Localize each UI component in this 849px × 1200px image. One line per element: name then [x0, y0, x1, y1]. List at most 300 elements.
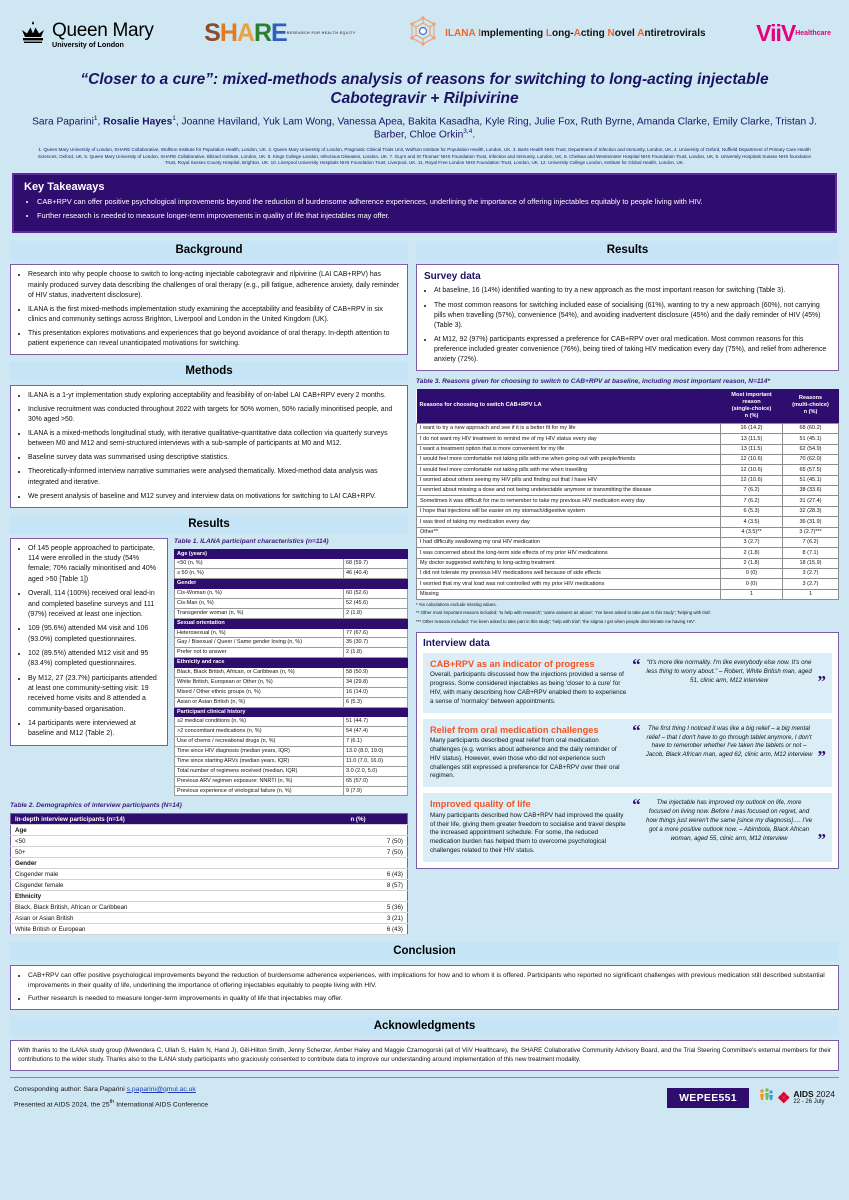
results-left-text [10, 538, 168, 753]
cell-label: Black, Black British, African or Caribbean [11, 902, 310, 913]
quote-text: The first thing I noticed it was like a big relief – a big mental relief – that I don't have to go through tablet anymore, I don't have to remember whether I've taken the tablets or not – Jacob, Black African man, aged 62, clinic arm, M12 interview [645, 724, 813, 759]
cell-multi-choice: 62 (54.9) [783, 444, 839, 454]
aids-dates: 22 - 26 July [793, 1098, 825, 1105]
table-1 [174, 549, 408, 797]
cell-label: <50 [11, 836, 310, 847]
theme-body: Many participants described great relief from oral medication challenges (e.g. worries about adherence and the daily reminder of HIV status). However, even those who did not experience such challenges still expressed a preference for CAB+RPV over their oral regimen. [430, 737, 620, 780]
cell-value: 16 (14.0) [344, 687, 408, 697]
cell-value: 6 (43) [309, 869, 408, 880]
table-row [417, 579, 839, 589]
cell-value: 8 (57) [309, 880, 408, 891]
results-left-panel [10, 538, 168, 746]
cell-single-choice: 12 (10.6) [721, 465, 783, 475]
cell-single-choice: 13 (11.5) [721, 444, 783, 454]
table-row [11, 924, 408, 935]
list-item: • Baseline survey data was summarised using descriptive statistics. [28, 453, 400, 463]
table-row [417, 537, 839, 547]
cell-value: 77 (67.6) [344, 628, 408, 638]
list-item: • This presentation explores motivations and experiences that go beyond avoidance of oral therapy. In-depth attention to patient experience can reveal unanticipated motivations for switching. [28, 329, 400, 349]
corresponding-author [14, 1084, 208, 1097]
key-takeaways-box [12, 173, 837, 233]
table3-caption: Table 3. Reasons given for choosing to switch to CAB+RPV at baseline, including most important reason, N=114* [416, 378, 770, 386]
footer-right [667, 1087, 835, 1108]
key-takeaways-heading: Key Takeaways [24, 181, 105, 193]
list-item: • Research into why people choose to switch to long-acting injectable cabotegravir and rilpivirine (LAI CAB+RPV) has mainly produced survey data describing the challenges of oral therapy (e.g., pill fatigue, adherence anxiety, daily reminder of HIV status, inadvertent disclosure). [28, 270, 400, 300]
cell-value: 58 (50.9) [344, 668, 408, 678]
cell-label: ≥2 medical conditions (n, %) [175, 717, 344, 727]
col2-l1: Most important [731, 391, 772, 398]
table-row [175, 727, 408, 737]
cell-label: <50 (n, %) [175, 559, 344, 569]
cell-value: 68 (59.7) [344, 559, 408, 569]
aids-2024-logo [759, 1087, 835, 1108]
theme-body: Overall, participants discussed how the injections provided a sense of progress. Some considered injectables as being 'closer to a cure' for HIV, with many describing how CAB+RPV enabled them to experience a sense of 'normalcy' between appointments. [430, 671, 627, 705]
author-sup-2: 1 [172, 114, 176, 122]
list-item: • At M12, 92 (97%) participants expressed a preference for CAB+RPV over oral medication. Most common reasons for this preference included greater convenience (76%), being tired of taking HIV medication every day (75%), and relief from adherence anxiety (72%). [434, 335, 831, 365]
table-row [175, 608, 408, 618]
cell-single-choice: 4 (3.5)** [721, 527, 783, 537]
theme-text [430, 725, 627, 782]
cell-single-choice: 12 (10.6) [721, 454, 783, 464]
cell-multi-choice: 65 (57.5) [783, 465, 839, 475]
cell-value: 3 (21) [309, 913, 408, 924]
cell-reason: I want to try a new approach and see if it is a better fit for my life [417, 423, 721, 433]
cell-single-choice: 1 [721, 589, 783, 599]
table-row [175, 668, 408, 678]
list-item: • ILANA is the first mixed-methods implementation study examining the acceptability and feasibility of CAB+RPV in six clinics and community settings across Brighton, Liverpool and London in the United Kingdom (UK). [28, 305, 400, 325]
table-row [175, 628, 408, 638]
viiv-sub: Healthcare [795, 30, 831, 37]
methods-panel [10, 385, 408, 508]
table3-notes [416, 602, 839, 624]
logo-bar [10, 0, 839, 64]
cell-multi-choice: 32 (28.3) [783, 506, 839, 516]
presented-at [14, 1097, 208, 1112]
cell-label: Time since starting ARVs (median years, IQR) [175, 756, 344, 766]
cell-multi-choice: 3 (2.7) [783, 569, 839, 579]
cell-value: 13.0 (8.0, 19.0) [344, 747, 408, 757]
list-item: • CAB+RPV can offer positive psychological improvements beyond the reduction of burdensome adherence experiences, underlining the importance of offering injectables equitably to people living with HIV. [37, 197, 825, 208]
cell-reason: I worried about missing a dose and not being undetectable anymore or transmitting the disease [417, 486, 721, 496]
interview-data-box [416, 632, 839, 869]
methods-list [16, 391, 400, 502]
cell-multi-choice: 68 (60.2) [783, 423, 839, 433]
cell-label: Age (years) [175, 549, 344, 559]
viiv-wordmark: ViiV [756, 19, 796, 46]
table2-wrap [10, 802, 408, 935]
cell-reason: I did not tolerate my previous HIV medications well because of side effects [417, 569, 721, 579]
body-columns [10, 241, 839, 935]
conclusion-heading: Conclusion [10, 942, 839, 961]
cell-label: Cisgender female [11, 880, 310, 891]
people-icon [759, 1087, 774, 1108]
theme-quote [632, 720, 826, 766]
table-row [417, 506, 839, 516]
survey-data-panel [416, 264, 839, 371]
cell-reason: I would feel more comfortable not taking pills with me when travelling [417, 465, 721, 475]
author-rest: , Joanne Haviland, Yuk Lam Wong, Vanessa Apea, Bakita Kasadha, Kyle Ring, Julie Fox, Ruth Byrne, Amanda Clarke, Emily Clarke, Tristan J. Barber, Chloe Orkin [175, 116, 817, 141]
share-wordmark: SHARE [204, 18, 287, 47]
table-group-row [175, 618, 408, 628]
cell-value: 11.0 (7.0, 16.0) [344, 756, 408, 766]
footer [10, 1077, 839, 1112]
list-item: • Of 145 people approached to participate, 114 were enrolled in the study (54% female; 70% racially minoritised and 40% aged >50 [Table 1]) [28, 544, 160, 585]
col3-l3: n (%) [803, 409, 818, 416]
interview-theme [423, 719, 832, 788]
cell-multi-choice: 7 (6.2) [783, 537, 839, 547]
col2-l4: n (%) [744, 412, 759, 419]
cell-label: Time since HIV diagnosis (median years, IQR) [175, 747, 344, 757]
results-right-heading: Results [416, 241, 839, 260]
cell-reason: My doctor suggested switching to long-acting treatment [417, 558, 721, 568]
table-3 [416, 389, 839, 600]
list-item: • ILANA is a mixed-methods longitudinal study, with iterative qualitative-quantitative data collection via quarterly surveys between M0 and M12 and semi-structured interviews with a sub-sample of participants at M0 and M12. [28, 429, 400, 449]
affiliations: 1. Queen Mary University of London, SHARE Collaborative, Wolfson Institute for Population Health, London, UK. 2. Queen Mary University of London, Pragmatic Clinical Trials Unit, Wolfson Institute for Population Health, London, UK. 3. Barts Health NHS Trust, Department of Infection and Immunity, London, UK, 4. University of Oxford, Nuffield Department of Primary Care Health Sciences, Oxford, UK, 5. Queen Mary University of London, SHARE Collaborative, Blizard Institute, London, UK. 6. Kings College London, Infectious Diseases, London, UK. 7. Guy's and St Thomas' NHS Foundation Trust, Infection and Immunity, London, UK, 8. Chelsea and Westminster Hospital NHS Foundation Trust, London, UK, 9. University Hospitals Sussex NHS foundation Trust, Royal Sussex County Hospital, Brighton, UK. 10. Liverpool University Hospitals NHS Foundation Trust, Liverpool, UK. 11. Royal Free London NHS Foundation Trust, London, UK. 12. University College London, Institute for Global Health, London, UK. [37, 147, 812, 166]
cell-single-choice: 7 (6.2) [721, 486, 783, 496]
ilana-logo [406, 14, 705, 53]
cell-label: Ethnicity [11, 891, 310, 902]
quote-close-icon: ” [817, 830, 826, 850]
cell-label: Gender [11, 858, 310, 869]
col2-l2: reason [742, 398, 761, 405]
col2-l3: (single-choice) [731, 405, 772, 412]
theme-text [430, 799, 627, 856]
theme-quote [632, 795, 826, 850]
quote-open-icon: “ [632, 720, 641, 740]
cell-reason: I would feel more comfortable not taking pills with me when going out with people/friends [417, 454, 721, 464]
background-list [16, 270, 400, 349]
table-group-row [175, 579, 408, 589]
table-row [417, 486, 839, 496]
cell-label: Participant clinical history [175, 707, 344, 717]
quote-close-icon: ” [817, 672, 826, 692]
cell-single-choice: 13 (11.5) [721, 434, 783, 444]
cell-label: Sexual orientation [175, 618, 344, 628]
acknowledgments-heading: Acknowledgments [10, 1017, 839, 1036]
footer-left [14, 1084, 208, 1112]
corresponding-email-link[interactable]: s.paparini@qmul.ac.uk [126, 1085, 196, 1093]
cell-label: In-depth interview participants (n=14) [11, 814, 310, 825]
cell-multi-choice: 3 (2.7) [783, 579, 839, 589]
aids-title [793, 1090, 835, 1099]
cell-label: Asian or Asian British [11, 913, 310, 924]
cell-value: 7 (6.1) [344, 737, 408, 747]
viiv-logo [756, 19, 831, 46]
key-takeaways-list [24, 197, 825, 221]
table-row [417, 434, 839, 444]
list-item: • 14 participants were interviewed at baseline and M12 (Table 2). [28, 719, 160, 740]
cell-single-choice: 3 (2.7) [721, 537, 783, 547]
cell-label: Transgender woman (n, %) [175, 608, 344, 618]
cell-single-choice: 16 (14.2) [721, 423, 783, 433]
author-list: Sara Paparini$^1$, Rosalie Hayes$^1$, Joanne Haviland, Yuk Lam Wong, Vanessa Apea, Bakita Kasadha, Kyle Ring, Julie Fox, Ruth Byrne, Amanda Clarke, Emily Clarke, Tristan J. Barber, Chloe Orkin$^{3,4}$. [32, 114, 817, 141]
cell-single-choice: 0 (0) [721, 579, 783, 589]
cell-label: Total number of regimens received (median, IQR) [175, 766, 344, 776]
left-column [10, 241, 408, 935]
cell-reason: I was concerned about the long-term side effects of my prior HIV medications [417, 548, 721, 558]
col3-l1: Reasons [798, 395, 823, 402]
table-row [11, 847, 408, 858]
author-end: . [472, 129, 476, 141]
table3-col1-header: Reasons for choosing to switch CAB+RPV LA [417, 389, 721, 423]
cell-value: 5 (36) [309, 902, 408, 913]
table-row [175, 589, 408, 599]
cell-label: Prefer not to answer [175, 648, 344, 658]
theme-text [430, 659, 627, 707]
table-row [175, 756, 408, 766]
table-row [417, 527, 839, 537]
list-item: • CAB+RPV can offer positive psychological improvements beyond the reduction of burdensome adherence experiences, with implications for how and to whom it is offered. Participants who reported no significant challenges with previous medication still described substantial improvements in their quality of life, underlining the importance of offering injectables equitably to people living with HIV. [28, 971, 831, 990]
right-column [416, 241, 839, 868]
aids-word: AIDS [793, 1089, 814, 1100]
acknowledgments-panel [10, 1040, 839, 1071]
conclusion-section [10, 942, 839, 1010]
poster-title: “Closer to a cure”: mixed-methods analysis of reasons for switching to long-acting injectable Cabotegravir + Rilpivirine [80, 71, 769, 108]
theme-title: Relief from oral medication challenges [430, 724, 599, 735]
cell-reason: I want a treatment option that is more convenient for my life [417, 444, 721, 454]
interview-theme [423, 793, 832, 862]
quote-close-icon: ” [817, 746, 826, 766]
cell-label: Previous ARV regimen exposure: NNRTI (n, %) [175, 776, 344, 786]
table-row [175, 638, 408, 648]
table-row [417, 569, 839, 579]
cell-multi-choice: 31 (27.4) [783, 496, 839, 506]
table-row [11, 836, 408, 847]
cell-value: 9 (7.9) [344, 786, 408, 796]
cell-value: 7 (50) [309, 847, 408, 858]
theme-quote [632, 654, 826, 692]
cell-reason: I worried about others seeing my HIV pills and finding out that I have HIV [417, 475, 721, 485]
cell-label: White British or European [11, 924, 310, 935]
table-row [11, 869, 408, 880]
theme-title: Improved quality of life [430, 799, 531, 810]
list-item: • The most common reasons for switching included ease of socialising (61%), wanting to try a new approach (60%), not carrying pills when travelling (57%), convenience (54%), and avoiding inadvertent disclosure (45%) and the daily reminder of HIV (45%) (Table 3). [434, 301, 831, 331]
cell-value [344, 658, 408, 668]
cell-value: 65 (57.0) [344, 776, 408, 786]
table-row [175, 687, 408, 697]
cell-single-choice: 7 (6.2) [721, 496, 783, 506]
cell-value [344, 549, 408, 559]
cell-reason: I was tired of taking my medication every day [417, 517, 721, 527]
molecule-icon [406, 14, 440, 53]
theme-title: CAB+RPV as an indicator of progress [430, 658, 595, 669]
cell-value: 51 (44.7) [344, 717, 408, 727]
cell-label: 50+ [11, 847, 310, 858]
cell-value: 34 (29.8) [344, 677, 408, 687]
table-row [417, 517, 839, 527]
presented-text-b: International AIDS Conference [114, 1100, 209, 1108]
share-tagline: RESEARCH FOR HEALTH EQUITY [286, 31, 356, 36]
table-row [11, 902, 408, 913]
cell-single-choice: 12 (10.6) [721, 475, 783, 485]
cell-value [309, 858, 408, 869]
cell-multi-choice: 18 (15.9) [783, 558, 839, 568]
table-row [175, 569, 408, 579]
table-row [175, 677, 408, 687]
cell-value: 7 (50) [309, 836, 408, 847]
table-row [175, 648, 408, 658]
acknowledgments-section [10, 1017, 839, 1071]
list-item: • At baseline, 16 (14%) identified wanting to try a new approach as the most important reason for switching (Table 3). [434, 286, 831, 296]
aids-ribbon-icon: ❖ [776, 1089, 791, 1107]
cell-single-choice: 2 (1.8) [721, 548, 783, 558]
cell-single-choice: 4 (3.5) [721, 517, 783, 527]
cell-reason: Sometimes it was difficult for me to remember to take my previous HIV medication every day [417, 496, 721, 506]
cell-value: 46 (40.4) [344, 569, 408, 579]
list-item: • Theoretically-informed interview narrative summaries were analysed thematically. Mixed-method data analysis was integrated and iterative. [28, 467, 400, 487]
interview-theme [423, 653, 832, 713]
corresponding-label: Corresponding author: Sara Paparini [14, 1085, 127, 1093]
table-group-row [11, 891, 408, 902]
author-sup-1: 1 [93, 114, 98, 122]
table-group-row [175, 549, 408, 559]
cell-reason: I hope that injections will be easier on my stomach/digestive system [417, 506, 721, 516]
cell-value [309, 891, 408, 902]
table3-col2-header [721, 389, 783, 423]
quote-open-icon: “ [632, 795, 641, 815]
author-first: Sara Paparini [32, 116, 94, 128]
table3-note: * %s calculations exclude missing values. [416, 602, 497, 608]
author-bold: Rosalie Hayes [103, 116, 173, 128]
cell-label: Age [11, 825, 310, 836]
cell-multi-choice: 8 (7.1) [783, 548, 839, 558]
table3-col3-header [783, 389, 839, 423]
cell-value [309, 825, 408, 836]
cell-multi-choice: 51 (45.1) [783, 475, 839, 485]
table-row [417, 423, 839, 433]
cell-value [344, 707, 408, 717]
aids-wordmark [793, 1090, 835, 1105]
cell-label: Asian or Asian British (n, %) [175, 697, 344, 707]
table-2 [10, 813, 408, 935]
list-item: • Further research is needed to measure longer-term improvements in quality of life that injectables may offer. [28, 994, 831, 1004]
table3-head [417, 389, 839, 423]
cell-label: >2 concomitant medications (n, %) [175, 727, 344, 737]
presented-sup: th [109, 1098, 115, 1105]
list-item: • Further research is needed to measure longer-term improvements in quality of life that injectables may offer. [37, 211, 825, 222]
acknowledgments-text: With thanks to the ILANA study group (Mwendera C, Ullah S, Halim N, Hand J), Gill-Hilton Smith, Jenny Scherzer, Amber Haley and Maggie Czarnogorski (all of ViiV Healthcare), the SHARE Collaborative Community Advisory Board, and the Trial Steering Committee's external members for their contributions to the wider study. Thanks also to the ILANA study participants who graciously consented to contribute data to improve our understanding around implementation of this new treatment modality. [18, 1047, 831, 1064]
survey-data-list [422, 286, 831, 365]
cell-reason: I worried that my viral load was not controlled with my prior HIV medications [417, 579, 721, 589]
crown-icon [18, 18, 48, 48]
conclusion-list [16, 971, 831, 1004]
table-row [175, 737, 408, 747]
list-item: • Inclusive recruitment was conducted throughout 2022 with targets for 50% women, 50% racially minoritised people, and 30% aged >50. [28, 405, 400, 425]
table-row [417, 558, 839, 568]
cell-single-choice: 6 (5.3) [721, 506, 783, 516]
table-row [417, 475, 839, 485]
cell-label: Ethnicity and race [175, 658, 344, 668]
cell-label: Mixed / Other ethnic groups (n, %) [175, 687, 344, 697]
table-row [417, 589, 839, 599]
cell-multi-choice: 51 (45.1) [783, 434, 839, 444]
table-row [175, 697, 408, 707]
cell-value: 6 (5.3) [344, 697, 408, 707]
table-row [11, 880, 408, 891]
cell-value: 35 (30.7) [344, 638, 408, 648]
cell-reason: I had difficulty swallowing my oral HIV medication [417, 537, 721, 547]
cell-value: 60 (52.6) [344, 589, 408, 599]
cell-label: Heterosexual (n, %) [175, 628, 344, 638]
list-item: • Overall, 114 (100%) received oral lead-in and completed baseline surveys and 111 (97%) received at least one injection. [28, 589, 160, 620]
conclusion-panel [10, 965, 839, 1010]
cell-value: 2 (1.8) [344, 608, 408, 618]
cell-value: 54 (47.4) [344, 727, 408, 737]
aids-year: 2024 [816, 1089, 835, 1100]
queen-mary-logo [18, 18, 154, 48]
cell-label: Gay / Bisexual / Queer / Same gender loving (n, %) [175, 638, 344, 648]
background-heading: Background [10, 241, 408, 260]
cell-multi-choice: 1 [783, 589, 839, 599]
table1-wrap [174, 538, 408, 797]
table-row [417, 548, 839, 558]
table-row [175, 776, 408, 786]
cell-value: 3.0 (2.0, 5.0) [344, 766, 408, 776]
col3-l2: (multi-choice) [792, 402, 829, 409]
table-row [175, 766, 408, 776]
cell-label: Use of chems / recreational drugs (n, %) [175, 737, 344, 747]
survey-data-heading: Survey data [424, 271, 481, 283]
cell-label: White British, European or Other (n, %) [175, 677, 344, 687]
cell-label: ≥ 50 (n, %) [175, 569, 344, 579]
table-row [175, 559, 408, 569]
presented-text-a: Presented at AIDS 2024, the 25 [14, 1100, 110, 1108]
cell-reason: Missing [417, 589, 721, 599]
cell-label: Cis-Man (n, %) [175, 598, 344, 608]
cell-label: Cisgender male [11, 869, 310, 880]
list-item: • By M12, 27 (23.7%) participants attended at least one community-setting visit: 19 received home visits and 8 attended a community-based organisation. [28, 674, 160, 715]
cell-multi-choice: 70 (62.0) [783, 454, 839, 464]
cell-single-choice: 0 (0) [721, 569, 783, 579]
author-sup-3: 3,4 [463, 128, 473, 136]
methods-heading: Methods [10, 362, 408, 381]
list-item: • We present analysis of baseline and M12 survey and interview data on motivations for switching to LAI CAB+RPV. [28, 492, 400, 502]
cell-multi-choice: 3 (2.7)*** [783, 527, 839, 537]
table-header-row [11, 814, 408, 825]
results-left-row [10, 538, 408, 797]
cell-multi-choice: 38 (33.6) [783, 486, 839, 496]
quote-text: “It's more like normality. I'm like everybody else now. It's one less thing to worry about.” – Robert, White British man, aged 51, clinic arm, M12 interview [646, 658, 812, 684]
queen-mary-name: Queen Mary [52, 19, 154, 41]
table-row [175, 747, 408, 757]
cell-value: 2 (1.8) [344, 648, 408, 658]
cell-value: 52 (45.6) [344, 598, 408, 608]
cell-reason: I do not want my HIV treatment to remind me of my HIV status every day [417, 434, 721, 444]
quote-text: The injectable has improved my outlook on life, more focused on living now. Before I was focused on regret, and how things just weren't the same [since my diagnosis]…. I've got a more positive outlook now. – Abimbola, Black African woman, aged 55, clinic arm, M12 interview [646, 799, 813, 843]
table-row [417, 454, 839, 464]
cell-value: n (%) [309, 814, 408, 825]
cell-value: 6 (43) [309, 924, 408, 935]
cell-multi-choice: 36 (31.9) [783, 517, 839, 527]
share-logo [204, 18, 356, 47]
table-group-row [175, 658, 408, 668]
table-row [175, 786, 408, 796]
table-group-row [11, 858, 408, 869]
cell-label: Black, Black British, African, or Caribbean (n, %) [175, 668, 344, 678]
cell-label: Cis-Woman (n, %) [175, 589, 344, 599]
cell-label: Gender [175, 579, 344, 589]
poster-code-badge: WEPEE551 [667, 1088, 749, 1108]
interview-data-heading: Interview data [423, 637, 490, 649]
table3-note: ** Other most important reasons included: 'to help with research'; 'same answers as above'; 'I've been asked to take part in this study'; 'helping with trial'. [416, 610, 712, 616]
cell-single-choice: 2 (1.8) [721, 558, 783, 568]
list-item: • 109 (95.6%) attended M4 visit and 106 (93.0%) completed questionnaires. [28, 624, 160, 645]
cell-value [344, 618, 408, 628]
list-item: • ILANA is a 1-yr implementation study exploring acceptability and feasibility of on-label LAI CAB+RPV every 2 months. [28, 391, 400, 401]
queen-mary-wordmark [52, 21, 154, 48]
background-panel [10, 264, 408, 355]
table-row [417, 496, 839, 506]
